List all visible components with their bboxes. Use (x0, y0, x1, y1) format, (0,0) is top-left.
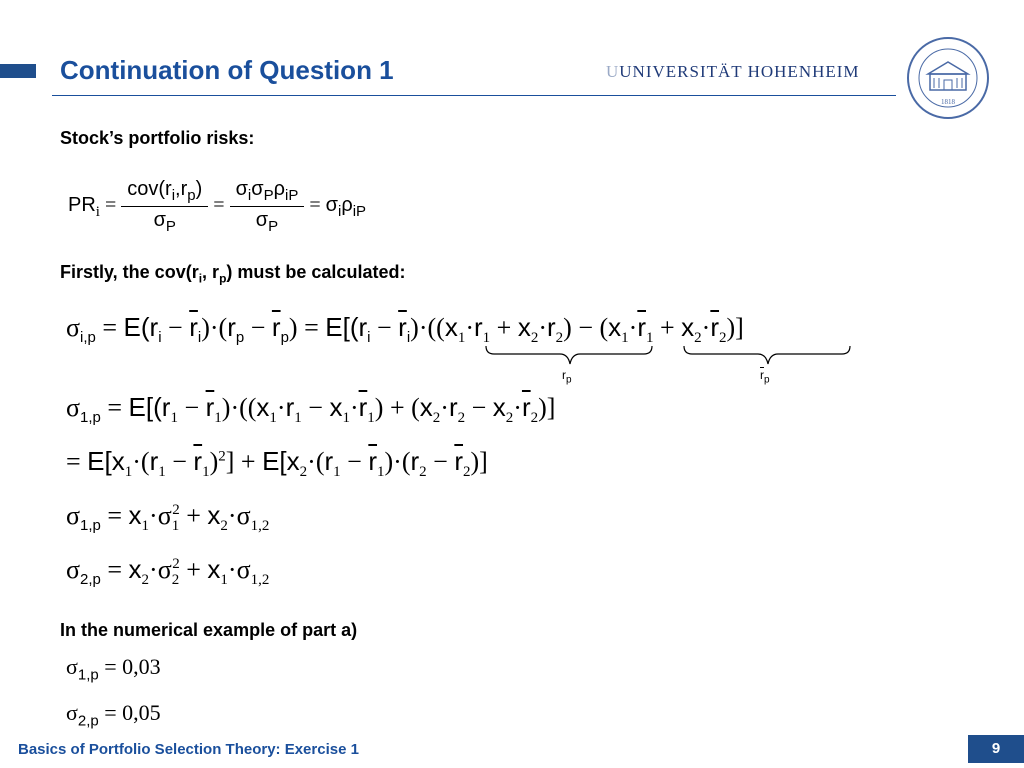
fraction-sigma-rho (230, 178, 305, 235)
cov-num-i: i (171, 187, 176, 204)
heading-cov-calc (60, 262, 405, 286)
num2-i: i (247, 187, 252, 204)
pr-sub: i (95, 204, 100, 221)
num1-sub: 1,p (77, 666, 99, 684)
num1-value: = 0,03 (104, 654, 161, 679)
seal-year: 1818 (941, 98, 955, 106)
den2-sub: P (268, 218, 279, 235)
heading-cov-part2: , r (202, 262, 220, 282)
numerical-result-2 (66, 700, 161, 729)
cov-num: cov(r (127, 178, 172, 200)
result-rho: ρ (341, 194, 353, 217)
heading-cov-part3: ) must be calculated: (226, 262, 406, 282)
heading-portfolio-risks: Stock’s portfolio risks: (60, 128, 255, 148)
covariance-result-1: $\sigma_{1,p} = x_1\cdot\sigma_1^2 + x_2\cdot\sigma_{1,2}$ (66, 500, 270, 535)
num2-sigma-p: σ (251, 178, 264, 200)
covariance-equation-1: $\sigma_{i,p} = E(r_i - \overline{r}_i)\cdot(r_p - \overline{r}_p) = E[(r_i - \overline{r}_i)\cdot((x_1\cdot r_1 + x_2\cdot r_2) - (x_1\cdot\overline{r}_1 + x_2\cdot\overline{r}_2)]$ (66, 312, 744, 347)
brace-label-rp (562, 368, 572, 385)
result-i: i (337, 203, 342, 221)
num2-sigma: σ (66, 700, 78, 725)
university-seal-icon (906, 36, 990, 120)
rp-r: r (562, 368, 566, 382)
result-iP: iP (352, 203, 367, 221)
page-number: 9 (968, 735, 1024, 763)
num2-sub: 2,p (77, 712, 99, 730)
covariance-result-2: $\sigma_{2,p} = x_2\cdot\sigma_2^2 + x_1\cdot\sigma_{1,2}$ (66, 554, 270, 589)
num2-value: = 0,05 (104, 700, 161, 725)
logo-prefix: U (606, 62, 620, 81)
title-accent-bar (0, 64, 36, 78)
underbraces-icon (484, 344, 858, 366)
fraction-cov-over-sigma (121, 178, 208, 235)
slide-title: Continuation of Question 1 (60, 55, 394, 85)
covariance-equation-3: = $E[x_1\cdot(r_1 - \overline{r}_1)^2] + E[x_2\cdot(r_1 - \overline{r}_1)\cdot(r_2 - \overline{r}_2)]$ (66, 446, 488, 481)
rpbar-r: $\overline{r}$ (760, 368, 764, 382)
heading-cov-part1: Firstly, the cov(r (60, 262, 199, 282)
cov-num-p: p (187, 187, 196, 204)
covariance-equation-2: $\sigma_{1,p} = E[(r_1 - \overline{r}_1)\cdot((x_1\cdot r_1 - x_1\cdot\overline{r}_1) + (x_2\cdot r_2 - x_2\cdot\overline{r}_2)]$ (66, 392, 556, 427)
title-divider (52, 95, 896, 96)
numerical-result-1 (66, 654, 161, 683)
pr-symbol: PR (68, 194, 96, 217)
den-sigma: σ (153, 209, 166, 231)
cov-num-mid: ,r (175, 178, 188, 200)
den-sub: P (165, 218, 176, 235)
portfolio-risk-equation: $PR_i$ = $\frac{cov(r_i,r_p)}{\sigma_P}$ = $\frac{\sigma_i\sigma_P\rho_{iP}}{\sigma_P}$ = $\sigma_i\rho_{iP}$ (68, 178, 367, 235)
footer-title: Basics of Portfolio Selection Theory: Exercise 1 (18, 741, 359, 758)
heading-numerical-example: In the numerical example of part a) (60, 620, 358, 640)
result-sigma: σ (325, 194, 338, 217)
num2-sigma: σ (235, 178, 248, 200)
rpbar-sub: p (764, 374, 770, 386)
heading-cov-sub-i: i (198, 271, 203, 286)
university-logo-text (606, 62, 860, 82)
num2-rho: ρ (273, 178, 285, 200)
num1-sigma: σ (66, 654, 78, 679)
heading-cov-sub-p: p (219, 271, 227, 286)
num2-iP: iP (285, 187, 299, 204)
university-name: UNIVERSITÄT HOHENHEIM (619, 62, 860, 81)
brace-label-rpbar (760, 368, 770, 385)
num2-P: P (263, 187, 274, 204)
den2-sigma: σ (255, 209, 269, 231)
rp-sub: p (566, 374, 572, 386)
cov-num-end: ) (195, 178, 203, 200)
